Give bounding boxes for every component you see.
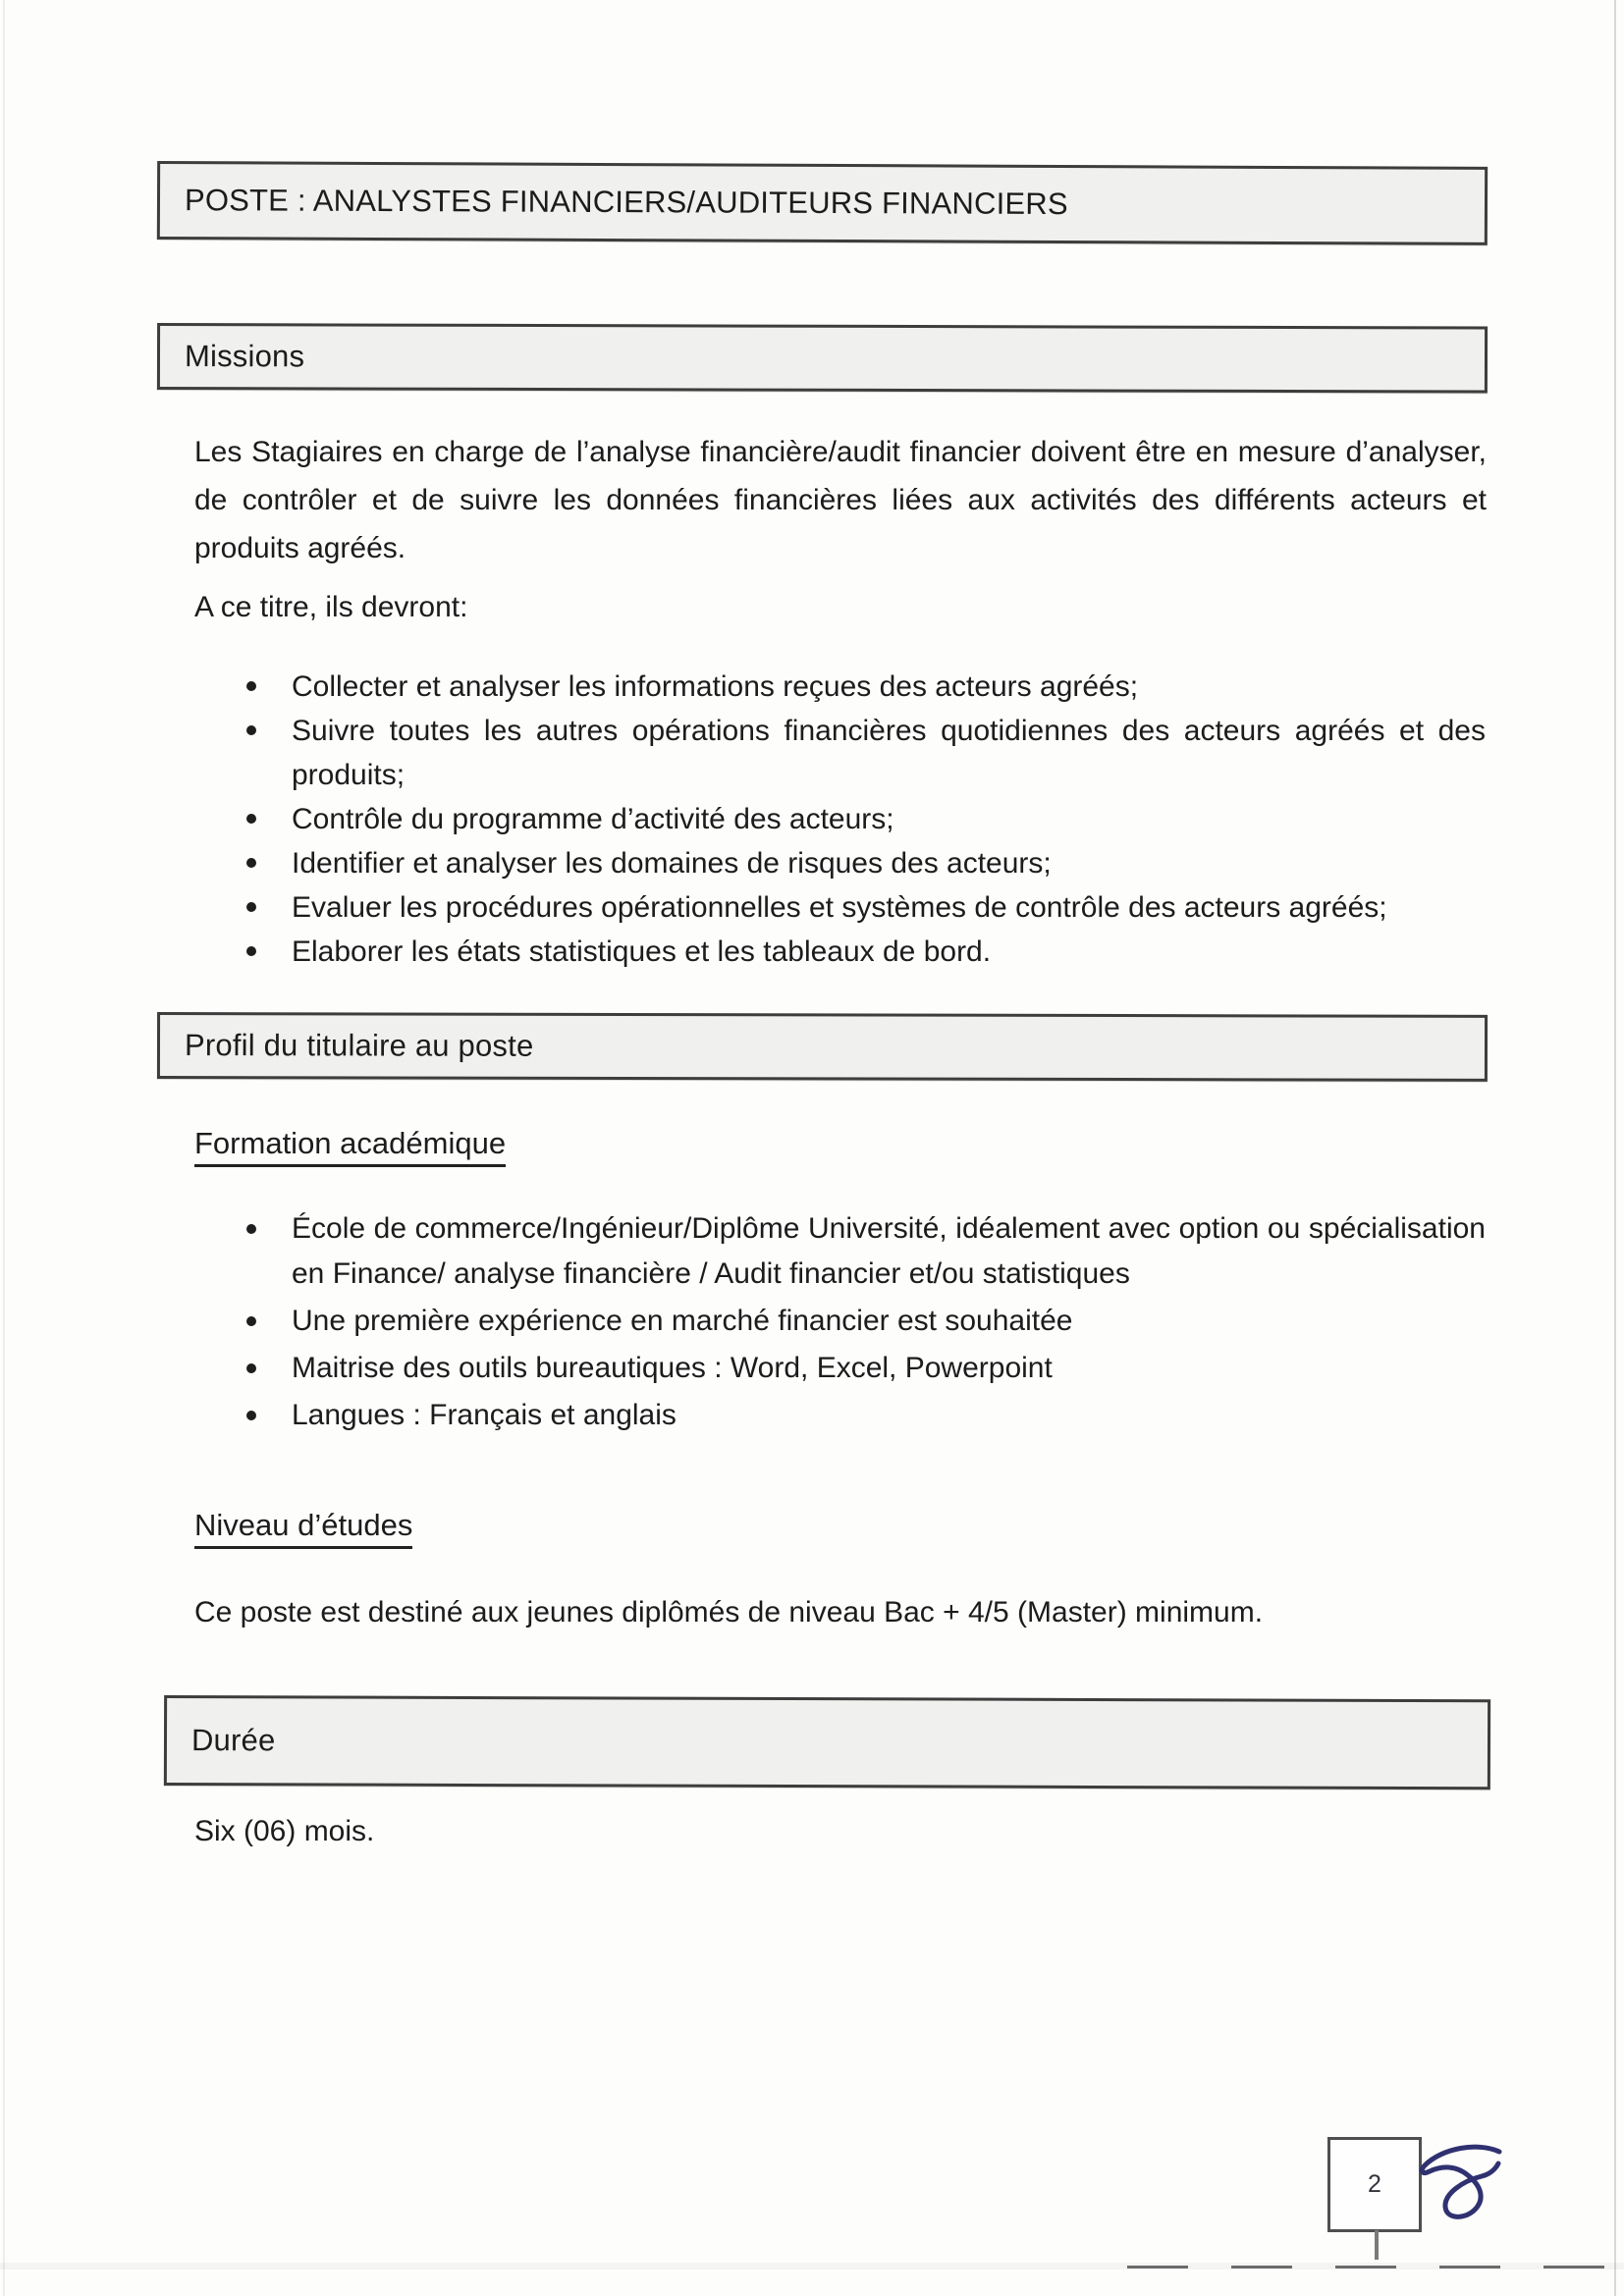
bullet-icon [246,946,256,956]
list-item-text: Maitrise des outils bureautiques : Word, Excel, Powerpoint [292,1352,1053,1384]
duree-text: Six (06) mois. [194,1815,375,1847]
list-item [246,665,1486,709]
missions-intro: Les Stagiaires en charge de l’analyse financière/audit financier doivent être en mesure d’analyser, de contrôler et de suivre les données financières liées aux activités des différents acteurs et produits agréés. [194,436,1487,564]
list-item [246,841,1486,885]
scan-edge-left [3,0,5,2296]
list-item-text: Langues : Français et anglais [292,1399,677,1431]
list-item [246,930,1486,974]
scan-edge-right [1614,0,1616,2296]
bullet-icon [246,725,256,735]
list-item [246,1346,1486,1391]
bullet-icon [246,1224,256,1234]
post-title-box [157,161,1488,245]
missions-heading-box [157,323,1488,394]
formation-list [246,1206,1486,1440]
profil-heading-box [157,1012,1488,1082]
list-item-text: Une première expérience en marché financier est souhaitée [292,1305,1073,1337]
scan-bottom-dashes [1127,2266,1624,2269]
list-item-text: Contrôle du programme d’activité des acteurs; [292,803,894,835]
formation-heading: Formation académique [194,1126,506,1167]
list-item-text: École de commerce/Ingénieur/Diplôme Université, idéalement avec option ou spécialisation en Finance/ analyse financière / Audit financier et/ou statistiques [292,1212,1486,1290]
profil-heading: Profil du titulaire au poste [184,1028,534,1063]
post-title: POSTE : ANALYSTES FINANCIERS/AUDITEURS FINANCIERS [184,183,1068,222]
bullet-icon [246,858,256,868]
missions-heading: Missions [184,339,305,374]
page-number-box [1327,2137,1422,2232]
niveau-text: Ce poste est destiné aux jeunes diplômés de niveau Bac + 4/5 (Master) minimum. [194,1596,1264,1629]
list-item [246,1206,1486,1297]
duree-heading-box [164,1695,1490,1789]
list-item [246,797,1486,841]
niveau-heading: Niveau d’études [194,1508,412,1549]
bullet-icon [246,814,256,824]
missions-list [246,665,1486,974]
bullet-icon [246,1363,256,1373]
bullet-icon [246,1411,256,1420]
list-item-text: Collecter et analyser les informations reçues des acteurs agréés; [292,670,1139,703]
list-item [246,885,1486,930]
list-item-text: Evaluer les procédures opérationnelles et systèmes de contrôle des acteurs agréés; [292,891,1387,924]
bullet-icon [246,1316,256,1326]
page-number: 2 [1368,2170,1381,2198]
list-item [246,1393,1486,1438]
list-item-text: Suivre toutes les autres opérations financières quotidiennes des acteurs agréés et des produits; [292,715,1486,791]
list-item [246,709,1486,797]
duree-heading: Durée [190,1723,276,1758]
missions-leadin: A ce titre, ils devront: [194,591,468,623]
list-item [246,1299,1486,1344]
list-item-text: Elaborer les états statistiques et les tableaux de bord. [292,935,992,968]
page-number-tick [1375,2230,1379,2260]
list-item-text: Identifier et analyser les domaines de risques des acteurs; [292,847,1052,880]
signature-icon [1417,2138,1507,2228]
bullet-icon [246,902,256,912]
bullet-icon [246,681,256,691]
